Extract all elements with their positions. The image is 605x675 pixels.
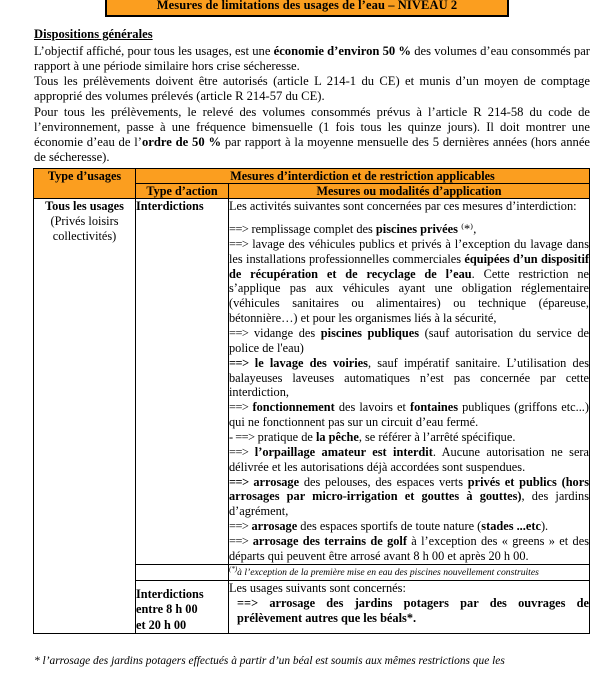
header-type-usages: Type d’usages: [34, 169, 136, 199]
measures-text-fragment: fonctionnement: [252, 400, 335, 415]
list-arrow-icon: ==>: [229, 519, 249, 534]
measures-text-fragment: , des jardins d’agrément,: [229, 489, 590, 519]
measures-text-fragment: la pêche: [315, 429, 359, 444]
measures-list: [229, 222, 589, 564]
cell-measures-horaires: [229, 581, 590, 634]
intro-p3-bold: ordre de 50 %: [141, 134, 222, 149]
intro-heading: Dispositions générales: [34, 27, 153, 41]
measures-text-fragment: piscines publiques: [320, 325, 420, 340]
measures-lead-text: Les activités suivantes sont concernées par ces mesures d’interdiction:: [229, 199, 577, 214]
list-arrow-icon: ==>: [229, 325, 249, 340]
action-line-3: et 20 h 00: [136, 617, 187, 632]
measures-text-fragment: pratique de: [254, 429, 316, 444]
measures-text-fragment: remplissage complet des: [248, 221, 376, 236]
intro-p1-bold: économie d’environ 50 %: [273, 43, 412, 58]
list-arrow-icon: ==>: [229, 533, 249, 548]
bottom-footnote: * l’arrosage des jardins potagers effectués à partir d’un béal est soumis aux mêmes restrictions que les: [34, 655, 505, 667]
measures-list-item: [229, 519, 589, 534]
cell-action-empty: [136, 564, 229, 580]
intro-p1-part-a: L’objectif affiché, pour tous les usages, est une: [34, 43, 274, 58]
measures-list-item: [229, 430, 589, 445]
table-header-row-1: [34, 169, 590, 184]
measures-text-fragment: des lavoirs et: [334, 400, 411, 415]
intro-paragraph-2: Tous les prélèvements doivent être autorisés (article L 214-1 du CE) et munis d’un moyen de comptage approprié des volumes prélevés (article R 214-57 du CE).: [34, 74, 590, 104]
measures-list-item: [229, 400, 589, 430]
usage-sub-label-1: (Privés loisirs: [50, 213, 119, 228]
measures-text-fragment: des pelouses, des espaces verts: [299, 474, 468, 489]
list-arrow-icon: ==>: [229, 221, 249, 236]
intro-p3-part-b: par rapport à la moyenne mensuelle des 5 dernières années (hors année de sécheresse).: [34, 134, 590, 165]
measures-text-fragment: (sauf autorisation du service de police de l'eau): [229, 325, 590, 355]
header-mesures-applicables: Mesures d’interdiction et de restriction applicables: [136, 169, 590, 184]
measures-list-item: [229, 534, 589, 564]
list-arrow-icon: ==>: [229, 474, 249, 489]
intro-p1-part-b: des volumes d’eau consommés par rapport à une période similaire hors crise sécheresse.: [34, 43, 590, 74]
intro-p3-part-a: Pour tous les prélèvements, le relevé des volumes consommés prévus à l’article R 214-58 du code de l’environnement, passe à une fréquence bimensuelle (1 fois tous les quinze jours). Il doit montrer une économie d’eau de l’: [34, 104, 590, 149]
usage-sub-label-2: collectivités): [52, 228, 117, 243]
action-line-1: Interdictions: [136, 587, 204, 602]
measures-list-item: [229, 445, 589, 475]
page-title: Mesures de limitations des usages de l’eau – NIVEAU 2: [156, 0, 458, 12]
measures-text-fragment: arrosage des terrains de golf: [252, 533, 407, 548]
measures-table: [33, 168, 590, 634]
measures-text-fragment: stades ...etc: [481, 519, 541, 534]
list-arrow-icon: ==>: [229, 444, 249, 459]
footnote-marker: (*): [229, 564, 238, 573]
measures-text-fragment: , sauf impératif sanitaire. L’utilisation des balayeuses laveuses automatiques n’est pas concernée par cette interdiction,: [229, 355, 590, 400]
measures-text-fragment: arrosage: [251, 519, 298, 534]
measures-list-item: [229, 356, 589, 401]
measures-text-fragment: l’orpaillage amateur est interdit: [254, 444, 433, 459]
cell-usage-type: [34, 199, 136, 634]
intro-paragraph-3: [34, 105, 590, 166]
measures-text-fragment: ).: [540, 519, 549, 534]
lower-item-text: ==> arrosage des jardins potagers par des ouvrages de prélèvement autres que les béals*.: [237, 595, 590, 625]
measures-text-fragment: à l’exception des « greens » et des départs qui peuvent être arrosé avant 8 h 00 et après 20 h 00.: [229, 533, 590, 563]
measures-list-item: [229, 237, 589, 326]
measures-list-item: [229, 326, 589, 356]
measures-text-fragment: équipées d’un dispositif de récupération et de recyclage de l’eau: [229, 251, 590, 281]
action-line-2: entre 8 h 00: [136, 602, 198, 617]
document-title-banner: [105, 0, 509, 17]
measures-text-fragment: des espaces sportifs de toute nature (: [297, 519, 482, 534]
measures-text-fragment: publiques (griffons etc...) qui ne fonctionnent pas sur un circuit d’eau fermé.: [229, 400, 589, 430]
table-row: [34, 199, 590, 565]
list-arrow-icon: ==>: [229, 236, 249, 251]
measures-text-fragment: . Aucune autorisation ne sera délivrée et les autorisations déjà accordées sont suspendues.: [229, 444, 590, 474]
measures-text-fragment: vidange des: [248, 325, 321, 340]
measures-text-fragment: arrosage: [248, 474, 300, 489]
cell-action-interdictions: Interdictions: [136, 199, 229, 565]
measures-text-fragment: piscines privées: [375, 221, 458, 236]
measures-text-fragment: privés et publics (hors arrosages par micro-irrigation et gouttes à gouttes): [229, 474, 590, 504]
measures-list-item: [229, 222, 589, 237]
measures-text-fragment: . Cette restriction ne s’applique pas aux véhicules ayant une obligation réglementaire (véhicules sanitaires ou alimentaires) ou technique (épareuse, bétonnière…) et pour les organismes liés à la sécurité,: [229, 266, 590, 326]
cell-piscines-footnote: [229, 564, 590, 580]
cell-measures-interdictions: [229, 199, 590, 565]
measures-text-fragment: fontaines: [410, 400, 459, 415]
measures-list-item: [229, 475, 589, 520]
measures-text-fragment: ⁽*⁾,: [457, 221, 477, 236]
footnote-text: à l’exception de la première mise en eau des piscines nouvellement construites: [237, 566, 539, 578]
cell-action-interdictions-horaires: [136, 581, 229, 634]
lower-lead-text: Les usages suivants sont concernés:: [229, 581, 406, 596]
intro-section: [34, 27, 590, 165]
list-arrow-icon: - ==>: [229, 429, 255, 444]
usage-main-label: Tous les usages: [45, 199, 124, 214]
measures-text-fragment: lavage des véhicules publics et privés à l’exception du lavage dans les installations professionnelles commerciales: [229, 236, 590, 266]
header-type-action: Type d’action: [136, 184, 229, 199]
measures-text-fragment: le lavage des voiries: [248, 355, 368, 370]
header-mesures-modalites: Mesures ou modalités d’application: [229, 184, 590, 199]
intro-paragraph-1: [34, 44, 590, 74]
list-arrow-icon: ==>: [229, 355, 249, 370]
list-arrow-icon: ==>: [229, 400, 249, 415]
measures-text-fragment: , se référer à l’arrêté spécifique.: [358, 429, 516, 444]
